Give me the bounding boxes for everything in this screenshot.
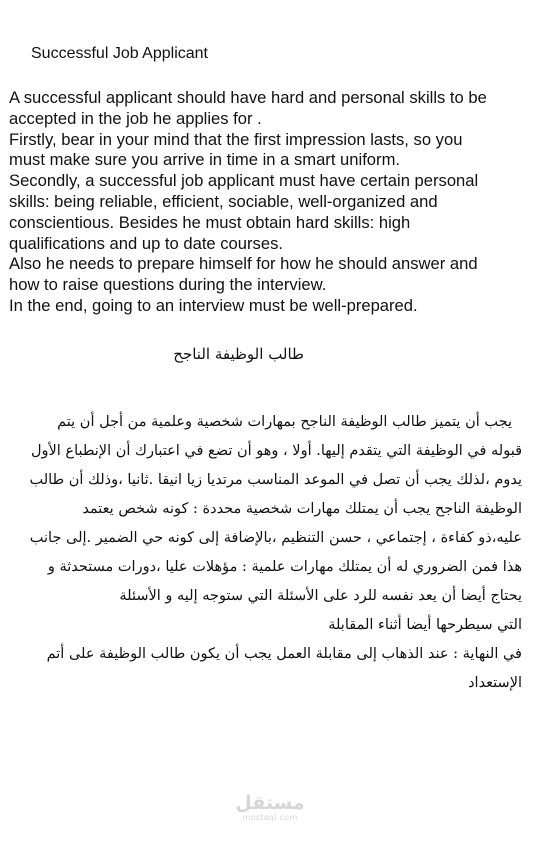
arabic-line: الوظيفة الناجح يجب أن يمتلك مهارات شخصية محددة : كونه شخص يعتمد — [82, 501, 522, 517]
arabic-line: يجب أن يتميز طالب الوظيفة الناجح بمهارات شخصية وعلمية من أجل أن يتم — [57, 414, 512, 430]
english-line: conscientious. Besides he must obtain hard skills: high — [9, 212, 411, 232]
arabic-line: عليه،ذو كفاءة ، إجتماعي ، حسن التنظيم ،بالإضافة إلى كونه حي الضمير .إلى جانب — [29, 530, 522, 546]
english-line: how to raise questions during the interview. — [9, 275, 327, 295]
english-title: Successful Job Applicant — [31, 45, 208, 62]
arabic-line: التي سيطرحها أيضا أثناء المقابلة — [328, 617, 522, 633]
mostaql-watermark — [230, 793, 310, 829]
watermark-logo: مستقل — [235, 792, 305, 814]
arabic-line: يدوم ،لذلك يجب أن تصل في الموعد المناسب مرتديا زيا انيقا .ثانيا ،وذلك أن طالب — [29, 472, 522, 488]
english-line: skills: being reliable, efficient, sociable, well-organized and — [9, 191, 438, 211]
arabic-line: هذا فمن الضروري له أن يمتلك مهارات علمية : مؤهلات عليا ،دورات مستحدثة و — [47, 559, 522, 575]
english-line: Also he needs to prepare himself for how he should answer and — [9, 254, 478, 274]
arabic-paragraph — [12, 408, 522, 698]
arabic-line: الإستعداد — [468, 675, 522, 691]
english-line: Firstly, bear in your mind that the first impression lasts, so you — [9, 129, 463, 149]
english-paragraph — [9, 88, 534, 317]
arabic-line: يحتاج أيضا أن يعد نفسه للرد على الأسئلة التي ستوجه إليه و الأسئلة — [119, 588, 522, 604]
english-line: must make sure you arrive in time in a smart uniform. — [9, 150, 400, 170]
english-line: accepted in the job he applies for . — [9, 108, 262, 128]
english-line: Secondly, a successful job applicant must have certain personal — [9, 171, 479, 191]
english-line: A successful applicant should have hard and personal skills to be — [9, 88, 487, 107]
arabic-title: طالب الوظيفة الناجح — [173, 345, 304, 363]
watermark-url: mostaql.com — [242, 813, 298, 822]
english-line: In the end, going to an interview must be well-prepared. — [9, 295, 418, 315]
english-line: qualifications and up to date courses. — [9, 233, 283, 253]
arabic-line: قبوله في الوظيفة التي يتقدم إليها. أولا ، وهو أن تضع في اعتبارك أن الإنطباع الأول — [30, 443, 522, 459]
arabic-line: في النهاية : عند الذهاب إلى مقابلة العمل يجب أن يكون طالب الوظيفة على أتم — [46, 646, 522, 662]
